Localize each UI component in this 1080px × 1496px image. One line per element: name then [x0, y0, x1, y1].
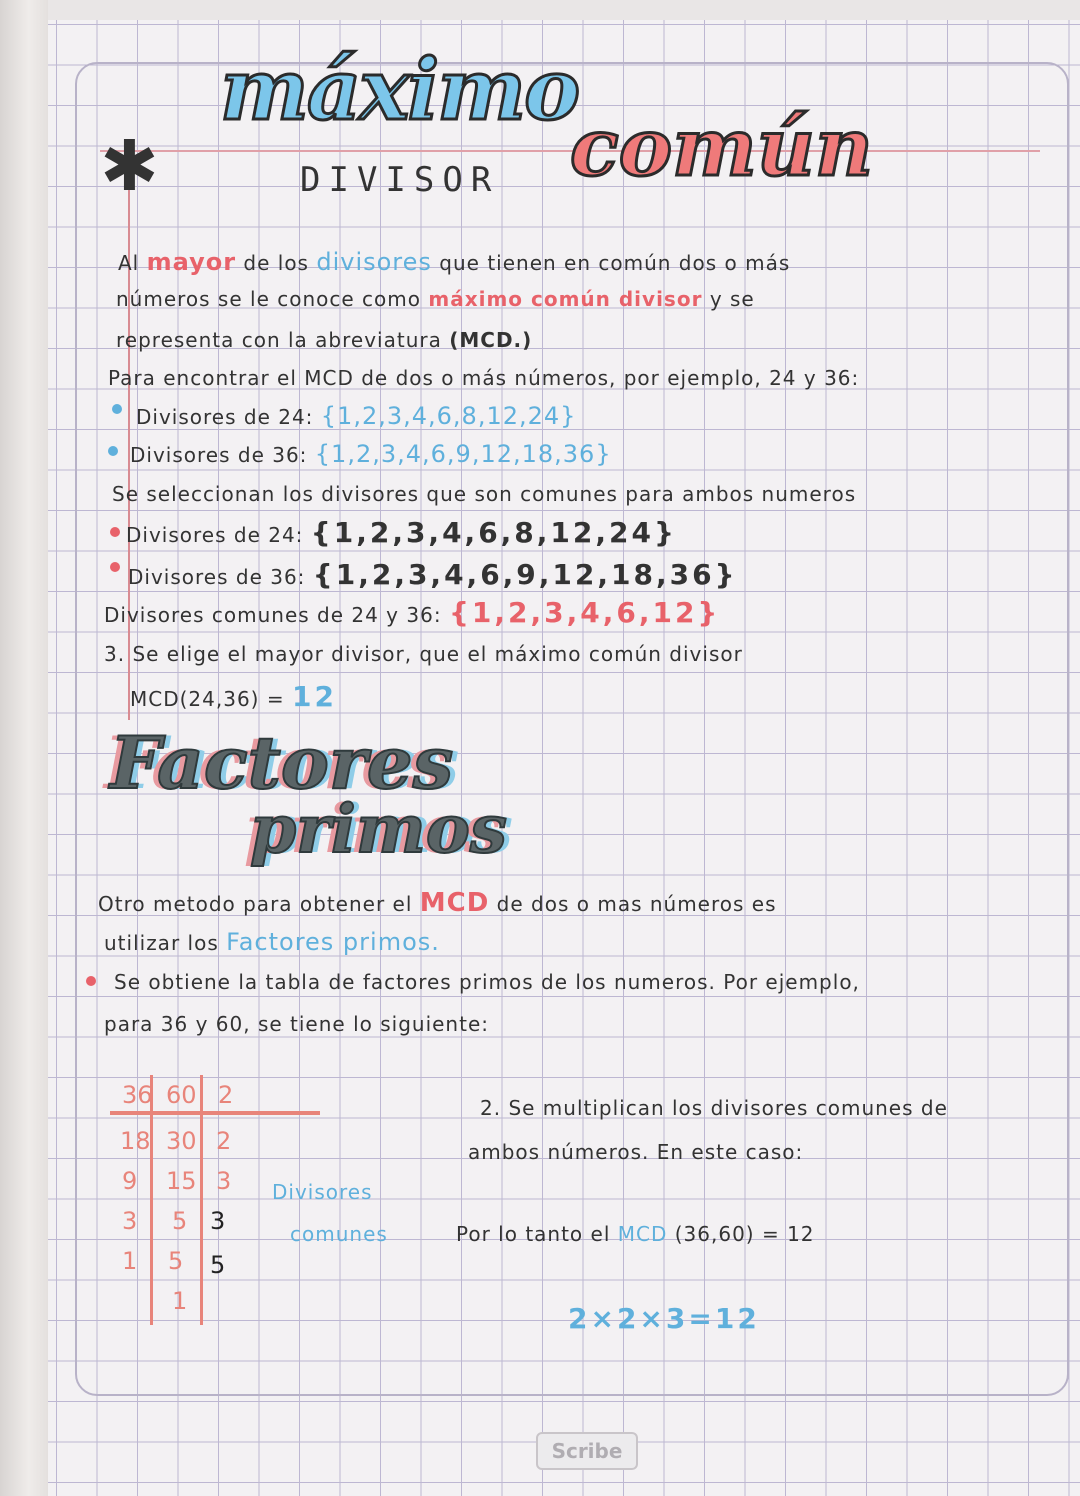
table-cell: 60	[166, 1081, 197, 1109]
table-cell: 2	[216, 1127, 232, 1155]
title-comun: común	[570, 100, 874, 194]
table-cell: 30	[166, 1127, 197, 1155]
product-result: 2×2×3=12	[568, 1302, 760, 1335]
bullet-icon	[110, 527, 120, 537]
doodle-star-icon: ✱	[100, 125, 159, 207]
table-cell: 15	[166, 1167, 197, 1195]
intro-line1: Al mayor de los divisores que tienen en común dos o más	[118, 248, 791, 276]
multiply-line2: ambos números. En este caso:	[468, 1140, 804, 1164]
intro-line2: números se le conoce como máximo común divisor y se	[116, 287, 755, 311]
table-cell: 18	[120, 1127, 151, 1155]
method-line1: Otro metodo para obtener el MCD de dos o mas números es	[98, 888, 777, 918]
table-cell: 3	[122, 1207, 138, 1235]
table-cell: 3	[210, 1207, 226, 1235]
intro-line3: representa con la abreviatura (MCD.)	[116, 328, 533, 352]
table-divider	[110, 1111, 320, 1115]
bullet-icon	[108, 446, 118, 456]
notebook-binding	[0, 0, 48, 1496]
step3-text: 3. Se elige el mayor divisor, que el máximo común divisor	[104, 642, 743, 666]
factor-table	[110, 1075, 320, 1335]
note-divisores: Divisores	[272, 1180, 373, 1204]
table-cell: 1	[122, 1247, 138, 1275]
multiply-line1: 2. Se multiplican los divisores comunes de	[480, 1096, 948, 1120]
table-cell: 9	[122, 1167, 138, 1195]
bullet-icon	[86, 976, 96, 986]
table-cell: 2	[218, 1081, 234, 1109]
table-cell: 1	[172, 1287, 188, 1315]
note-comunes: comunes	[290, 1222, 388, 1246]
title-factores: Factores	[110, 720, 454, 805]
title-maximo: máximo	[220, 40, 579, 139]
method-line4: para 36 y 60, se tiene lo siguiente:	[104, 1012, 489, 1036]
divisors-24-highlight: Divisores de 24: {1,2,3,4,6,8,12,24}	[126, 516, 677, 549]
table-cell: 36	[122, 1081, 153, 1109]
table-cell: 3	[216, 1167, 232, 1195]
divisors-36-highlight: Divisores de 36: {1,2,3,4,6,9,12,18,36}	[128, 558, 738, 591]
table-cell: 5	[172, 1207, 188, 1235]
table-cell: 5	[210, 1251, 226, 1279]
method-line2: utilizar los Factores primos.	[104, 928, 440, 956]
step2-text: Se seleccionan los divisores que son comunes para ambos numeros	[112, 482, 857, 506]
bullet-icon	[112, 404, 122, 414]
mcd-36-60-result: Por lo tanto el MCD (36,60) = 12	[456, 1222, 815, 1246]
bullet-icon	[110, 562, 120, 572]
common-divisors: Divisores comunes de 24 y 36: {1,2,3,4,6,12}	[104, 596, 721, 629]
mcd-result: MCD(24,36) = 12	[130, 680, 337, 713]
table-divider	[200, 1075, 203, 1325]
scribe-watermark: Scribe	[536, 1432, 638, 1470]
title-divisor: DIVISOR	[300, 160, 500, 200]
divisors-36: Divisores de 36: {1,2,3,4,6,9,12,18,36}	[130, 440, 612, 468]
divisors-24: Divisores de 24: {1,2,3,4,6,8,12,24}	[136, 402, 577, 430]
table-divider	[150, 1075, 153, 1325]
method-line3: Se obtiene la tabla de factores primos de los numeros. Por ejemplo,	[114, 970, 860, 994]
table-cell: 5	[168, 1247, 184, 1275]
title-primos: primos	[250, 790, 508, 868]
margin-line	[128, 150, 130, 720]
intro-line4: Para encontrar el MCD de dos o más números, por ejemplo, 24 y 36:	[108, 366, 860, 390]
